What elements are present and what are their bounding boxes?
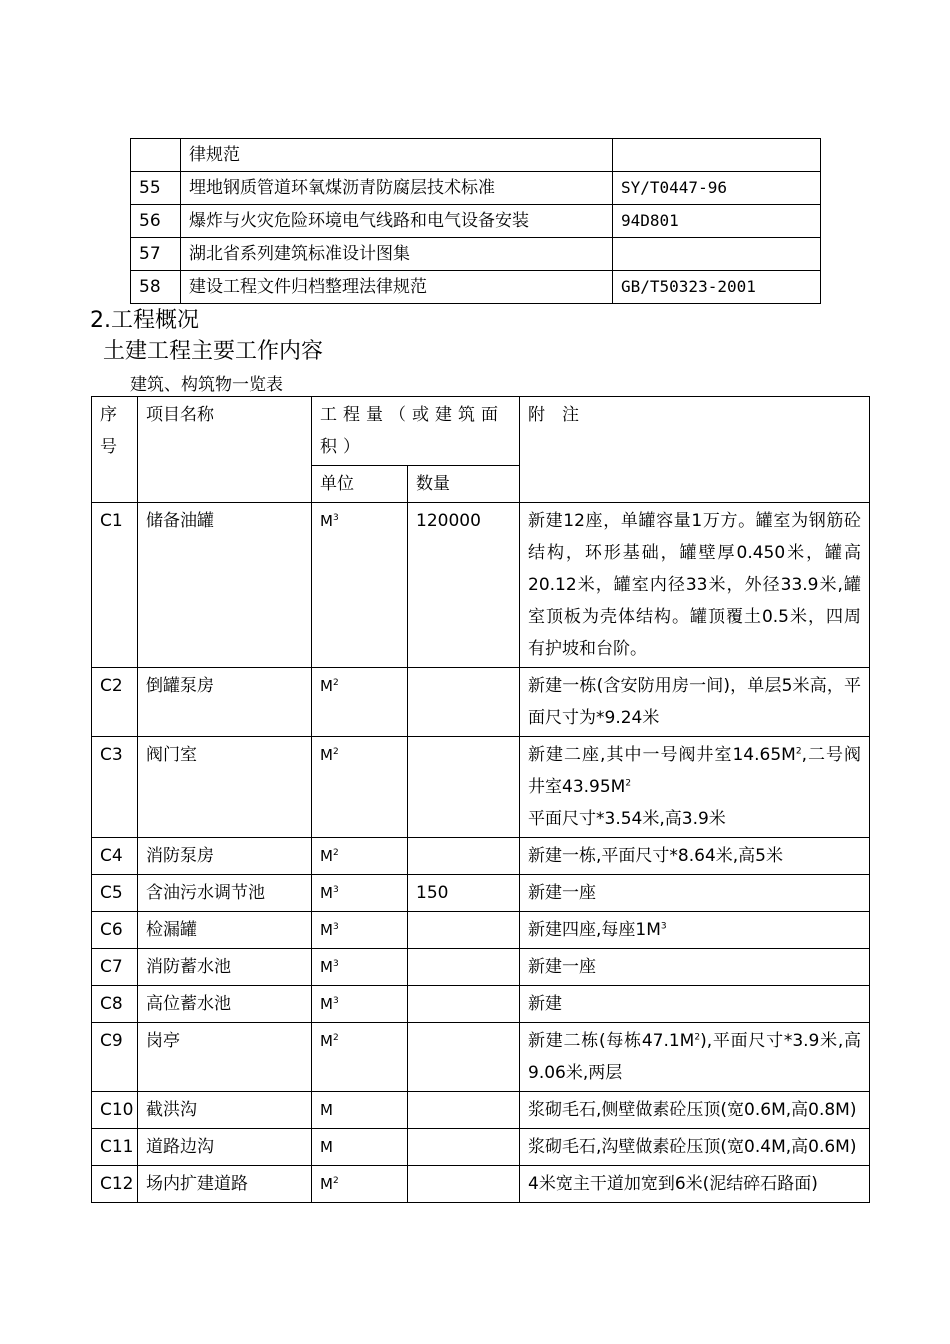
- row-name: 含油污水调节池: [138, 875, 312, 912]
- row-unit: $M^3$: [312, 912, 408, 949]
- subsection-title: 土建工程主要工作内容: [103, 339, 324, 364]
- standard-code: GB/T50323-2001: [613, 271, 821, 304]
- row-no: C1: [92, 503, 138, 668]
- row-name: 高位蓄水池: [138, 986, 312, 1023]
- table-row: [92, 986, 870, 1023]
- row-amount: [408, 668, 520, 737]
- row-no: C2: [92, 668, 138, 737]
- section-title: 2.工程概况: [90, 308, 199, 333]
- row-unit: $M^3$: [312, 503, 408, 668]
- row-no: C3: [92, 737, 138, 838]
- standard-no: 58: [131, 271, 181, 304]
- row-no: C9: [92, 1023, 138, 1092]
- row-note: 新建一栋,平面尺寸*8.64米,高5米: [520, 838, 870, 875]
- table-caption: 建筑、构筑物一览表: [130, 375, 283, 395]
- table-row: [92, 668, 870, 737]
- row-no: C4: [92, 838, 138, 875]
- row-name: 消防蓄水池: [138, 949, 312, 986]
- row-note: 新建四座,每座$1M^3$: [520, 912, 870, 949]
- standard-name: 爆炸与火灾危险环境电气线路和电气设备安装: [181, 205, 613, 238]
- table-row: [131, 205, 821, 238]
- row-unit: $M^2$: [312, 838, 408, 875]
- standard-code: SY/T0447-96: [613, 172, 821, 205]
- standards-table: [130, 138, 821, 304]
- standard-name: 建设工程文件归档整理法律规范: [181, 271, 613, 304]
- row-no: C7: [92, 949, 138, 986]
- works-table: [91, 396, 870, 1203]
- row-note: 新建一栋(含安防用房一间)，单层5米高，平面尺寸为*9.24米: [520, 668, 870, 737]
- row-amount: 150: [408, 875, 520, 912]
- row-unit: M: [312, 1129, 408, 1166]
- table-row: [131, 172, 821, 205]
- table-row: [131, 139, 821, 172]
- row-note: 浆砌毛石,沟壁做素砼压顶(宽0.4M,高0.6M): [520, 1129, 870, 1166]
- row-note: 新建二座,其中一号阀井室$14.65M^2$,二号阀井室$43.95M^2$ 平面尺寸*3.54米,高3.9米: [520, 737, 870, 838]
- row-name: 场内扩建道路: [138, 1166, 312, 1203]
- row-unit: $M^2$: [312, 737, 408, 838]
- header-note: 附 注: [520, 397, 870, 503]
- standard-name: 埋地钢质管道环氧煤沥青防腐层技术标准: [181, 172, 613, 205]
- table-row: [92, 1129, 870, 1166]
- standard-name: 湖北省系列建筑标准设计图集: [181, 238, 613, 271]
- row-amount: 120000: [408, 503, 520, 668]
- row-note: 新建一座: [520, 949, 870, 986]
- row-no: C11: [92, 1129, 138, 1166]
- row-amount: [408, 986, 520, 1023]
- row-note: 新建: [520, 986, 870, 1023]
- row-name: 消防泵房: [138, 838, 312, 875]
- row-name: 阀门室: [138, 737, 312, 838]
- table-row: [92, 949, 870, 986]
- row-unit: $M^3$: [312, 986, 408, 1023]
- row-no: C5: [92, 875, 138, 912]
- table-row: [92, 838, 870, 875]
- standard-code: [613, 238, 821, 271]
- row-no: C8: [92, 986, 138, 1023]
- row-unit: M: [312, 1092, 408, 1129]
- standard-code: 94D801: [613, 205, 821, 238]
- header-unit: 单位: [312, 466, 408, 503]
- row-note: 浆砌毛石,侧壁做素砼压顶(宽0.6M,高0.8M): [520, 1092, 870, 1129]
- row-no: C12: [92, 1166, 138, 1203]
- table-row: [92, 1166, 870, 1203]
- row-amount: [408, 912, 520, 949]
- table-row: [92, 1092, 870, 1129]
- row-unit: $M^3$: [312, 949, 408, 986]
- row-unit: $M^2$: [312, 1023, 408, 1092]
- standard-no: [131, 139, 181, 172]
- row-note: 新建一座: [520, 875, 870, 912]
- standard-name: 律规范: [181, 139, 613, 172]
- header-amount: 数量: [408, 466, 520, 503]
- standard-code: [613, 139, 821, 172]
- row-no: C10: [92, 1092, 138, 1129]
- row-unit: $M^2$: [312, 668, 408, 737]
- table-row: [131, 271, 821, 304]
- standard-no: 55: [131, 172, 181, 205]
- header-name: 项目名称: [138, 397, 312, 503]
- row-unit: $M^2$: [312, 1166, 408, 1203]
- row-name: 储备油罐: [138, 503, 312, 668]
- row-amount: [408, 737, 520, 838]
- table-row: [131, 238, 821, 271]
- row-amount: [408, 1023, 520, 1092]
- row-name: 倒罐泵房: [138, 668, 312, 737]
- row-name: 道路边沟: [138, 1129, 312, 1166]
- row-amount: [408, 1129, 520, 1166]
- standard-no: 57: [131, 238, 181, 271]
- table-row: [92, 1023, 870, 1092]
- row-amount: [408, 949, 520, 986]
- row-amount: [408, 1166, 520, 1203]
- row-no: C6: [92, 912, 138, 949]
- row-amount: [408, 1092, 520, 1129]
- row-name: 检漏罐: [138, 912, 312, 949]
- table-row: [92, 875, 870, 912]
- row-note: 新建12座，单罐容量1万方。罐室为钢筋砼结构，环形基础，罐壁厚0.450米，罐高20.12米，罐室内径33米，外径33.9米,罐室顶板为壳体结构。罐顶覆土0.5米，四周有护坡和台阶。: [520, 503, 870, 668]
- header-row: [92, 397, 870, 466]
- row-unit: $M^3$: [312, 875, 408, 912]
- row-name: 岗亭: [138, 1023, 312, 1092]
- table-row: [92, 737, 870, 838]
- header-quantity: 工程量（或建筑面积）: [312, 397, 520, 466]
- row-note: 新建二栋(每栋$47.1M^2$),平面尺寸*3.9米,高9.06米,两层: [520, 1023, 870, 1092]
- table-row: [92, 503, 870, 668]
- table-row: [92, 912, 870, 949]
- row-amount: [408, 838, 520, 875]
- row-name: 截洪沟: [138, 1092, 312, 1129]
- standard-no: 56: [131, 205, 181, 238]
- header-no: 序号: [92, 397, 138, 503]
- row-note: 4米宽主干道加宽到6米(泥结碎石路面): [520, 1166, 870, 1203]
